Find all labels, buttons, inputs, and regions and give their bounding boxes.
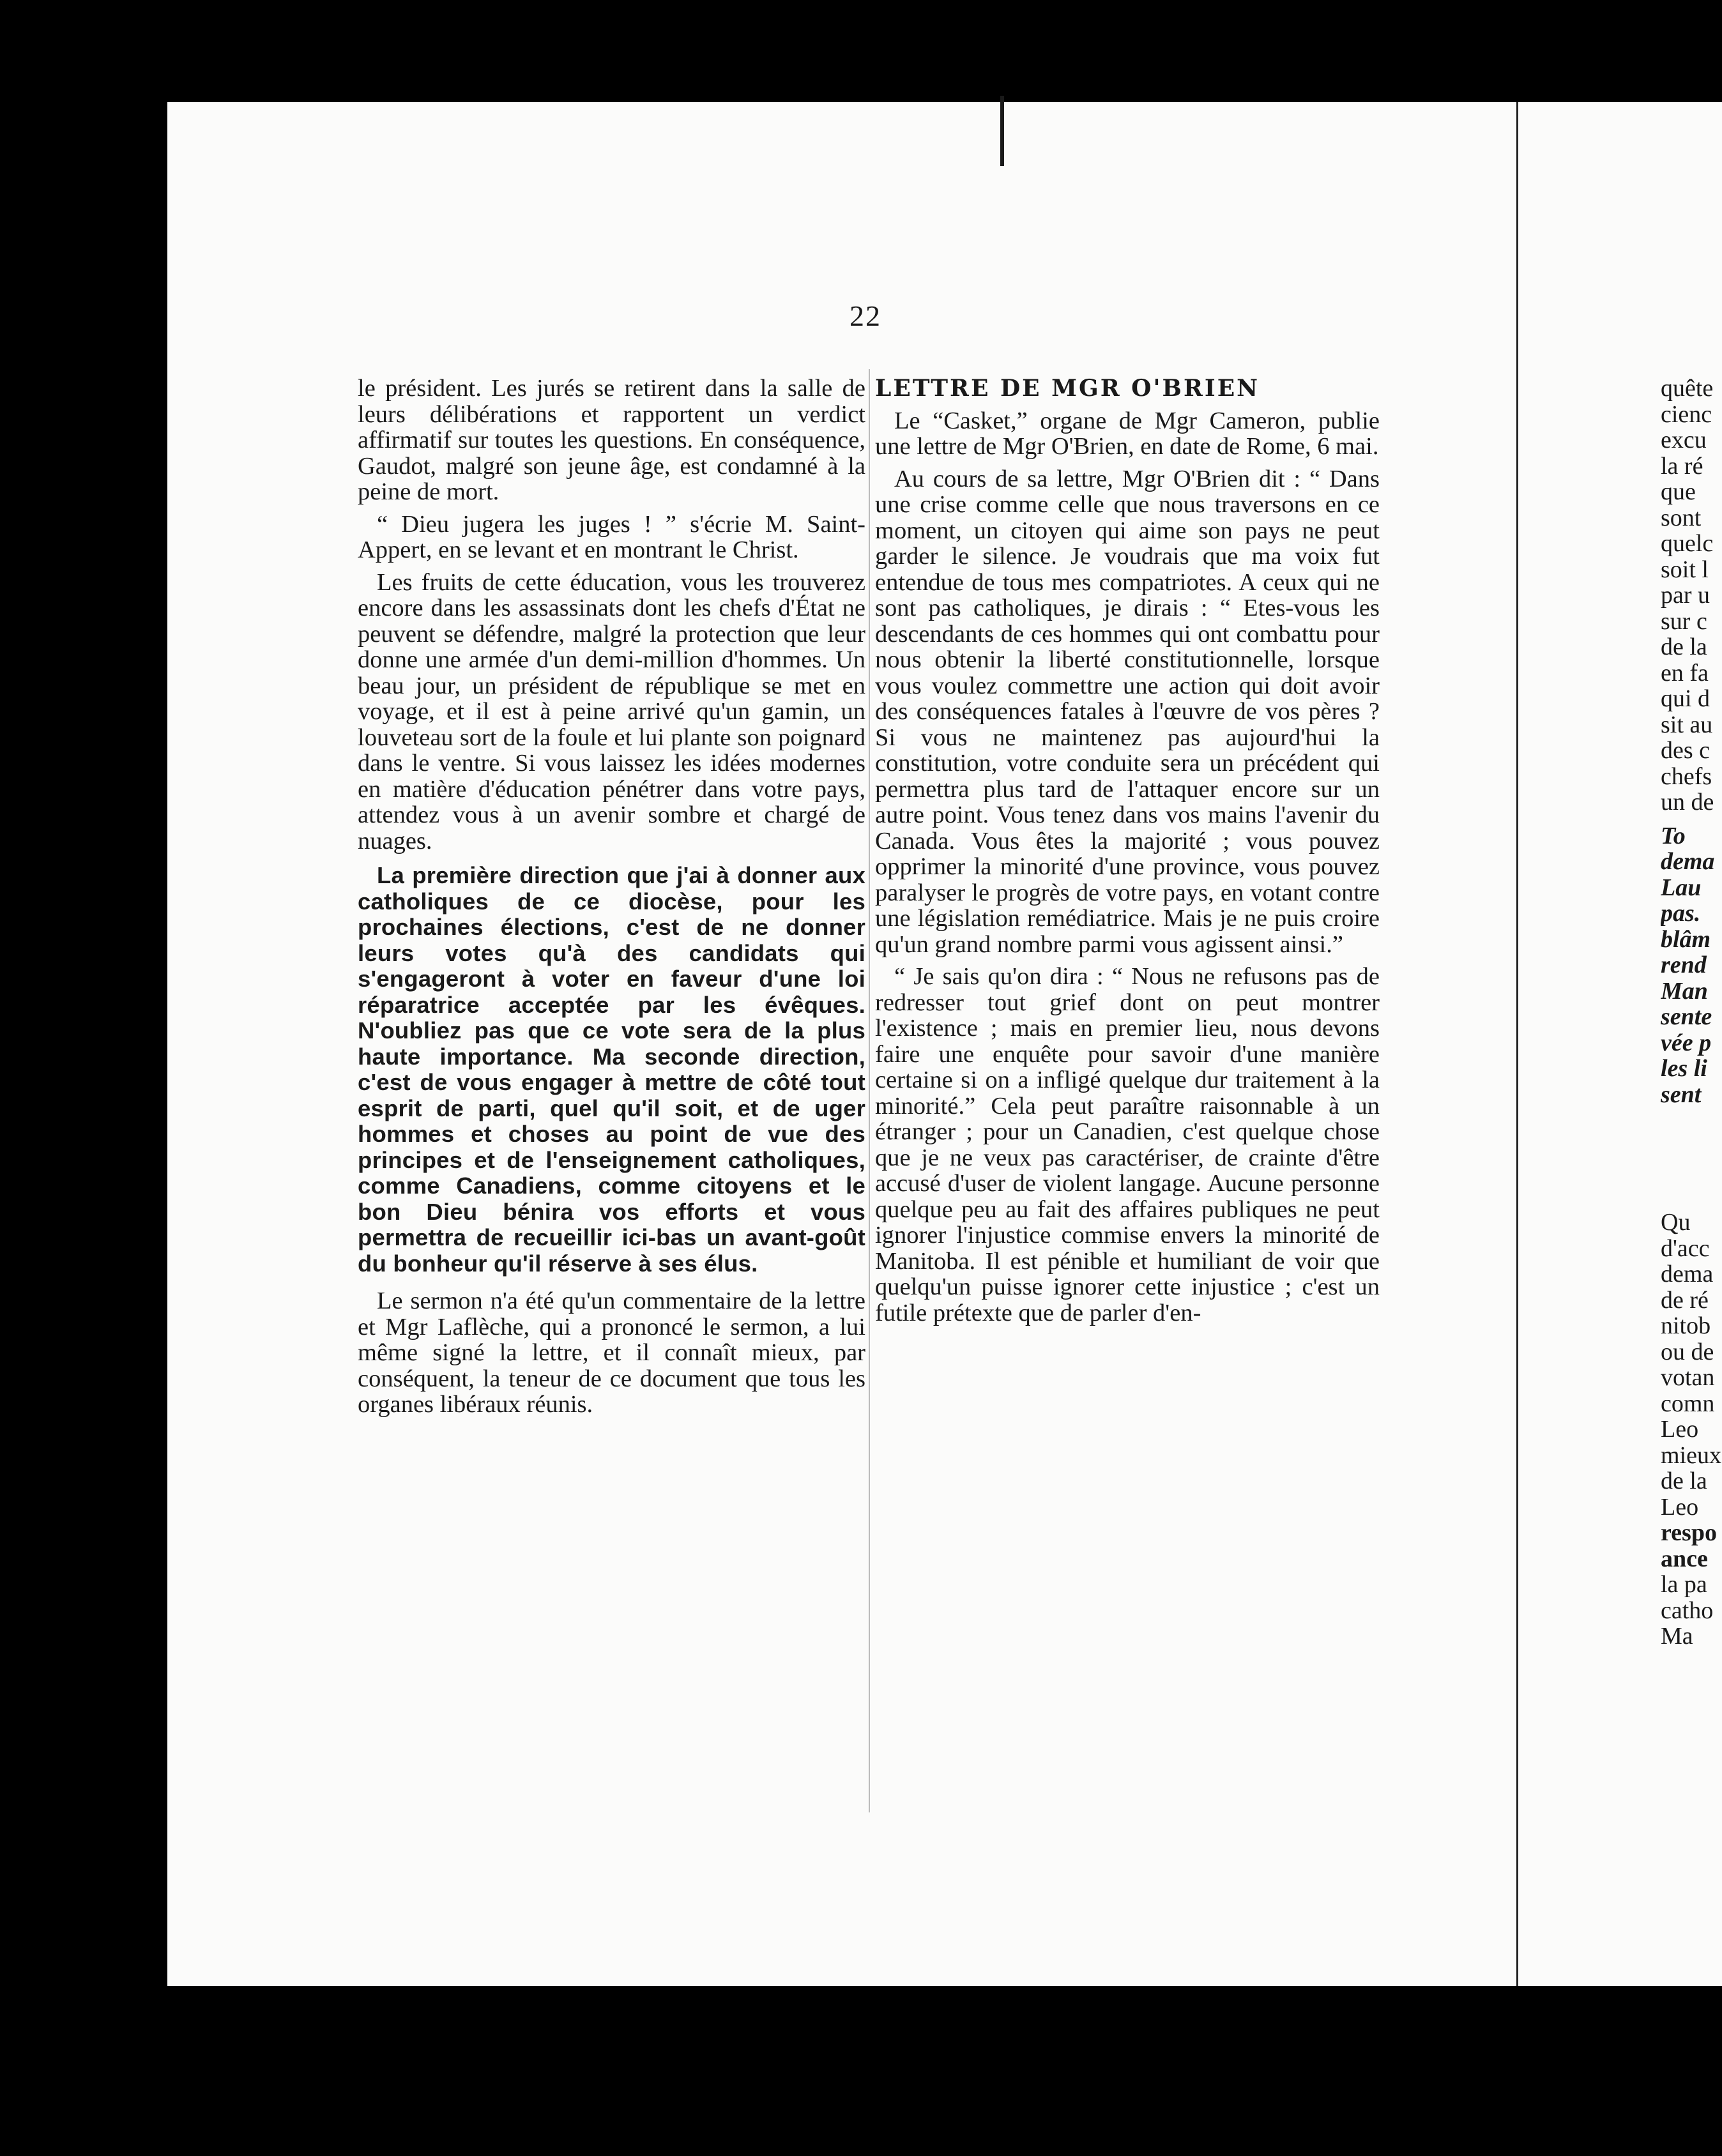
paragraph: Les fruits de cette éducation, vous les trouverez encore dans les assassinats dont les chefs d'État ne peuvent se défendre, malgré la protection que leur donne une armée d'un demi-million d'hommes. Un beau jour, un président de république se met en voyage, et il est à peine arrivé qu'un gamin, un louveteau sort de la foule et lui plante son poignard dans le ventre. Si vous laissez les idées modernes en matière d'éducation pénétrer dans votre pays, attendez vous à un avenir sombre et chargé de nuages. [358,568,865,854]
fragment: cienc [1661,400,1712,428]
fragment: catho [1661,1597,1714,1624]
fragment: chefs [1661,763,1712,790]
fragment: les li [1661,1055,1707,1082]
paragraph: “ Dieu jugera les juges ! ” s'écrie M. Saint-Appert, en se levant et en montrant le Christ. [358,510,865,563]
fragment: vée p [1661,1029,1712,1056]
fragment: ou de [1661,1338,1714,1365]
fragment: de la [1661,634,1707,660]
fragment: ance [1661,1545,1708,1572]
fragment: soit l [1661,556,1709,583]
fragment: quelc [1661,530,1714,557]
fragment: sent [1661,1081,1702,1108]
fragment: qui d [1661,685,1711,712]
fragment: comn [1661,1390,1715,1417]
paragraph: Le sermon n'a été qu'un commentaire de la lettre et Mgr Laflèche, qui a prononcé le sermon, a lui même signé la lettre, et il connaît mieux, par conséquent, la teneur de ce document que tous les organes libéraux réunis. [358,1287,865,1418]
paragraph: Le “Casket,” organe de Mgr Cameron, publie une lettre de Mgr O'Brien, en date de Rome, 6 mai. [875,407,1380,460]
fragment: de la [1661,1468,1707,1494]
middle-column [875,376,1380,1332]
fragment: par u [1661,582,1711,609]
fragment: Ma [1661,1623,1693,1650]
page-number: 22 [850,300,881,332]
fragment: Leo [1661,1493,1699,1521]
facing-page-text [1661,376,1722,1650]
fragment: de ré [1661,1286,1709,1314]
paragraph: “ Je sais qu'on dira : “ Nous ne refusons pas de redresser tout grief dont on peut montrer l'existence ; mais en premier lieu, nous devons faire une enquête pour savoir d'une manière certaine si on a infligé quelque dur traitement à la minorité.” Cela peut paraître raisonnable à un étranger ; pour un Canadien, c'est quelque chose que je ne veux pas caractériser, de crainte d'être accusé d'user de violent langage. Aucune personne quelque peu au fait des affaires publiques ne peut ignorer l'injustice commise envers la minorité de Manitoba. Il est pénible et humiliant de voir que quelqu'un puisse ignorer cette injustice ; c'est un futile prétexte que de parler d'en- [875,963,1380,1326]
fragment: que [1661,478,1696,505]
fragment: la ré [1661,452,1703,480]
article-heading: LETTRE DE MGR O'BRIEN [875,375,1260,402]
fragment: quête [1661,376,1714,402]
fragment: Leo [1661,1416,1699,1443]
fragment: votan [1661,1364,1715,1391]
fragment: sur c [1661,607,1707,635]
fragment: d'acc [1661,1234,1710,1262]
spacer [1661,1107,1722,1210]
fragment: sit au [1661,711,1713,738]
fragment: rend [1661,952,1707,978]
binding-thread [1000,96,1004,166]
fragment: en fa [1661,659,1709,687]
fragment: un de [1661,789,1714,816]
paragraph: Au cours de sa lettre, Mgr O'Brien dit : “ Dans une crise comme celle que nous traversons en ce moment, un citoyen qui aime son pays ne peut garder le silence. Je voudrais que ma voix fut entendue de tous mes compatriotes. A ceux qui ne sont pas catholiques, je dirais : “ Etes-vous les descendants de ces hommes qui ont combattu pour nous obtenir la liberté constitutionnelle, lorsque vous voulez commettre une action qui doit avoir des conséquences fatales à l'œuvre de vos pères ? Si vous ne maintenez pas aujourd'hui la constitution, votre conduite sera un précédent qui permettra plus tard de l'attaquer encore sur un autre point. Vous tenez dans vos mains l'avenir du Canada. Vous êtes la majorité ; vous pouvez opprimer la minorité d'une province, vous pouvez paralyser le progrès de votre pays, en votant contre une législation remédiatrice. Mais je ne puis croire qu'un grand nombre parmi vous agissent ainsi.” [875,465,1380,958]
fragment: respo [1661,1519,1717,1546]
fragment: Man [1661,977,1708,1005]
paragraph: le président. Les jurés se retirent dans la salle de leurs délibérations et rapportent un verdict affirmatif sur toutes les questions. En conséquence, Gaudot, malgré son jeune âge, est condamné à la peine de mort. [358,375,865,505]
bold-paragraph: La première direction que j'ai à donner aux catholiques de ce diocèse, pour les prochaines élections, c'est de ne donner leurs votes qu'à des candidats qui s'engageront à voter en faveur d'une loi réparatrice acceptée par les évêques. N'oubliez pas que ce vote sera de la plus haute importance. Ma seconde direction, c'est de vous engager à mettre de côté tout esprit de parti, quel qu'il soit, et de uger hommes et choses au point de vue des principes et de l'enseignement catholiques, comme Canadiens, comme citoyens et le bon Dieu bénira vos efforts et vous permettra de recueillir ici-bas un avant-goût du bonheur qu'il réserve à ses élus. [358,862,865,1277]
fragment: Qu [1661,1209,1691,1236]
fragment: pas. [1661,900,1701,927]
left-column [358,376,865,1424]
fragment: mieux [1661,1441,1721,1469]
fragment: Lau [1661,874,1702,901]
fragment: sente [1661,1003,1712,1030]
fragment: des c [1661,737,1711,764]
fragment: nitob [1661,1312,1711,1339]
fragment: dema [1661,1261,1714,1287]
fragment: la pa [1661,1571,1707,1598]
fragment: sont [1661,504,1702,531]
fragment: dema [1661,848,1715,875]
fragment: excu [1661,427,1707,453]
fragment: To [1661,822,1686,849]
column-rule [869,369,870,1812]
fragment: blâm [1661,925,1711,953]
